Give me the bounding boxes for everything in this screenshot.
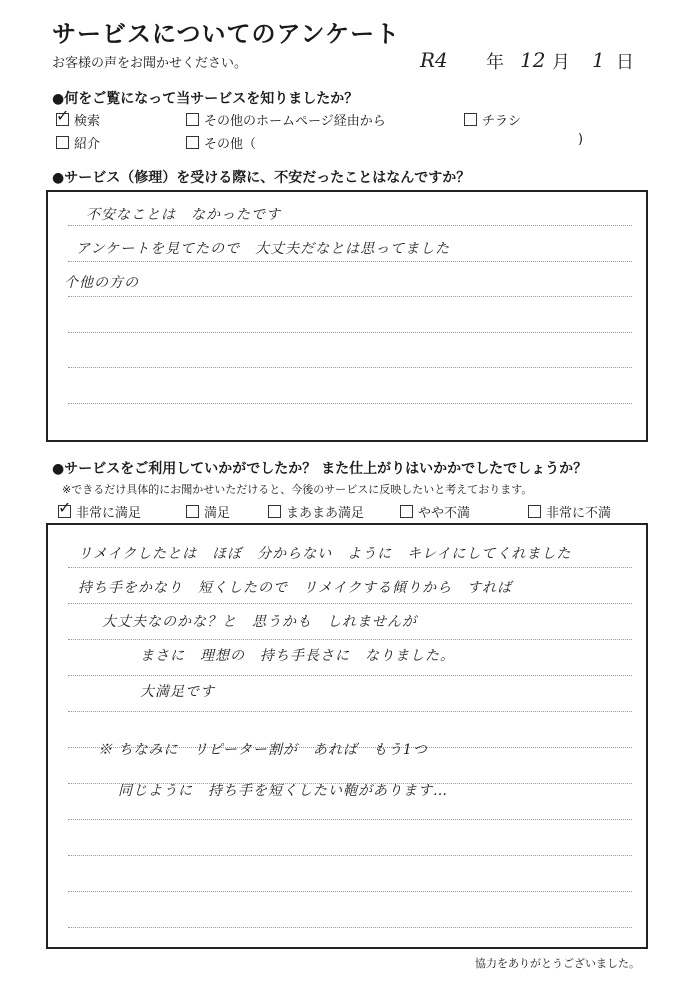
- option-other-homepage[interactable]: [186, 110, 386, 129]
- ruled-line: [68, 296, 632, 297]
- handwritten-line: 大満足です: [140, 684, 215, 700]
- checkbox-icon[interactable]: [268, 505, 281, 518]
- option-label: 満足: [204, 506, 231, 521]
- checkbox-checked-icon[interactable]: [58, 505, 71, 518]
- handwritten-line: アンケートを見てたので 大丈夫だなとは思ってました: [76, 241, 451, 257]
- thanks-message: 協力をありがとうございました。: [475, 957, 640, 970]
- handwritten-line: 同じように 持ち手を短くしたい鞄があります…: [118, 783, 448, 799]
- date-month[interactable]: 12: [520, 48, 546, 72]
- question-note: ※できるだけ具体的にお聞かせいただけると、今後のサービスに反映したいと考えております。: [62, 483, 533, 496]
- date-month-label: 月: [552, 52, 570, 73]
- ruled-line: [68, 819, 632, 820]
- option-label: 検索: [74, 114, 101, 129]
- handwritten-line: 持ち手をかなり 短くしたので リメイクする傾りから すれば: [78, 580, 513, 596]
- option-label: まあまあ満足: [286, 506, 365, 521]
- ruled-line: [68, 639, 632, 640]
- handwritten-line: 个他の方の: [64, 275, 139, 291]
- option-label: 紹介: [74, 137, 101, 152]
- checkbox-icon[interactable]: [186, 136, 199, 149]
- handwritten-line: 大丈夫なのかな？と 思うかも しれませんが: [102, 614, 417, 630]
- question-anxiety: ●サービス（修理）を受ける際に、不安だったことはなんですか？: [52, 170, 471, 186]
- ruled-line: [68, 891, 632, 892]
- handwritten-line: 不安なことは なかったです: [86, 207, 281, 223]
- option-label: その他のホームページ経由から: [204, 114, 386, 129]
- option-label: チラシ: [482, 114, 522, 129]
- satisfaction-answer-box[interactable]: [46, 523, 648, 949]
- ruled-line: [68, 675, 632, 676]
- option-very-unsatisfied[interactable]: [528, 502, 611, 521]
- other-close-paren: ): [578, 132, 584, 147]
- handwritten-line: まさに 理想の 持ち手長さに なりました。: [140, 648, 455, 664]
- handwritten-line: リメイクしたとは ほぼ 分からない ように キレイにしてくれました: [78, 546, 572, 562]
- checkbox-icon[interactable]: [186, 505, 199, 518]
- option-other[interactable]: [186, 133, 256, 152]
- option-somewhat-satisfied[interactable]: [268, 502, 364, 521]
- ruled-line: [68, 927, 632, 928]
- question-satisfaction: ●サービスをご利用していかがでしたか？ また仕上がりはいかかでしたでしょうか？: [52, 461, 588, 477]
- ruled-line: [68, 855, 632, 856]
- option-search[interactable]: [56, 110, 100, 129]
- handwritten-line: ※ ちなみに リピーター割が あれば もう1つ: [98, 742, 428, 758]
- ruled-line: [68, 261, 632, 262]
- date-day[interactable]: 1: [592, 48, 605, 72]
- option-label: 非常に不満: [546, 506, 612, 521]
- survey-subtitle: お客様の声をお聞かせください。: [52, 56, 248, 71]
- ruled-line: [68, 367, 632, 368]
- checkbox-checked-icon[interactable]: [56, 113, 69, 126]
- option-label: その他（: [204, 137, 257, 152]
- ruled-line: [68, 567, 632, 568]
- survey-title: サービスについてのアンケート: [52, 20, 401, 48]
- option-satisfied[interactable]: [186, 502, 230, 521]
- question-how-found: ●何をご覧になって当サービスを知りましたか？: [52, 91, 359, 107]
- option-label: やや不満: [418, 506, 471, 521]
- date-year-label: 年: [486, 52, 504, 73]
- option-very-satisfied[interactable]: [58, 502, 141, 521]
- ruled-line: [68, 603, 632, 604]
- anxiety-answer-box[interactable]: [46, 190, 648, 442]
- option-flyer[interactable]: [464, 110, 521, 129]
- checkbox-icon[interactable]: [464, 113, 477, 126]
- ruled-line: [68, 225, 632, 226]
- date-era-year[interactable]: R4: [420, 48, 448, 72]
- ruled-line: [68, 711, 632, 712]
- option-label: 非常に満足: [76, 506, 142, 521]
- checkbox-icon[interactable]: [400, 505, 413, 518]
- date-day-label: 日: [616, 52, 634, 73]
- checkbox-icon[interactable]: [528, 505, 541, 518]
- ruled-line: [68, 403, 632, 404]
- option-referral[interactable]: [56, 133, 100, 152]
- option-somewhat-unsatisfied[interactable]: [400, 502, 470, 521]
- ruled-line: [68, 332, 632, 333]
- checkbox-icon[interactable]: [56, 136, 69, 149]
- checkbox-icon[interactable]: [186, 113, 199, 126]
